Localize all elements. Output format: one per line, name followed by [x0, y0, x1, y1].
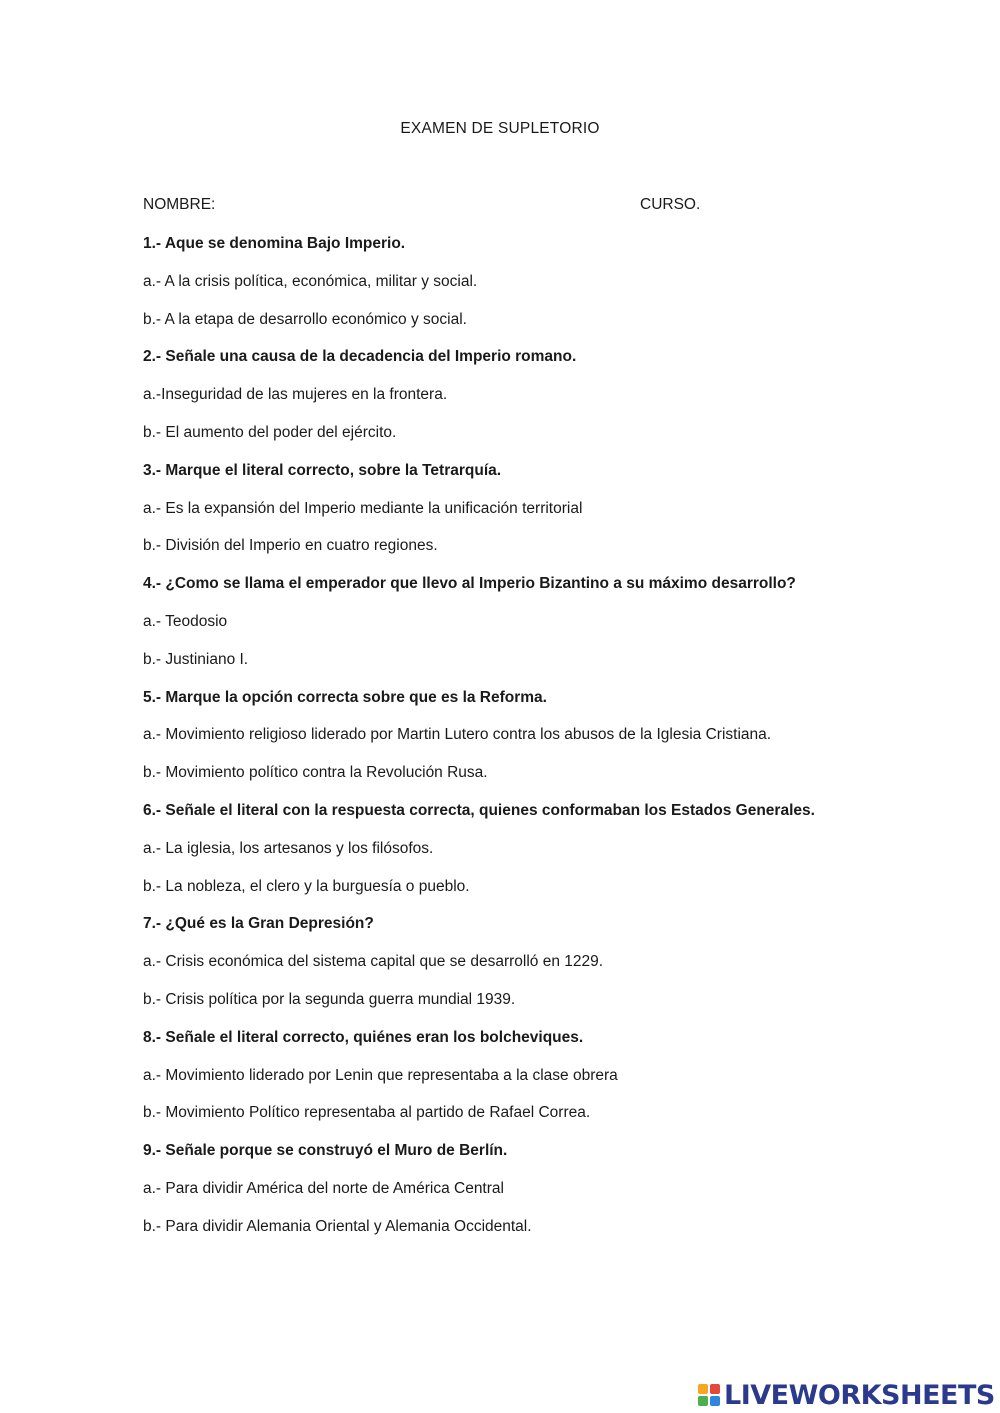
- answer-option: a.- Teodosio: [143, 613, 228, 630]
- name-field-label: NOMBRE:: [143, 196, 216, 213]
- answer-option: a.- Movimiento religioso liderado por Martin Lutero contra los abusos de la Iglesia Cristiana.: [143, 726, 772, 743]
- question-text: 2.- Señale una causa de la decadencia del Imperio romano.: [143, 348, 577, 365]
- answer-option: a.- Para dividir América del norte de América Central: [143, 1180, 504, 1197]
- answer-option: b.- El aumento del poder del ejército.: [143, 424, 397, 441]
- question-text: 6.- Señale el literal con la respuesta correcta, quienes conformaban los Estados Generales.: [143, 802, 815, 819]
- liveworksheets-brand: [698, 1379, 995, 1411]
- liveworksheets-logo-icon: [698, 1384, 720, 1406]
- answer-option: a.-Inseguridad de las mujeres en la frontera.: [143, 386, 448, 403]
- question-text: 1.- Aque se denomina Bajo Imperio.: [143, 235, 406, 252]
- question-text: 9.- Señale porque se construyó el Muro de Berlín.: [143, 1142, 508, 1159]
- course-field-label: CURSO.: [640, 196, 701, 213]
- answer-option: a.- Movimiento liderado por Lenin que representaba a la clase obrera: [143, 1067, 618, 1084]
- question-text: 4.- ¿Como se llama el emperador que llevo al Imperio Bizantino a su máximo desarrollo?: [143, 575, 796, 592]
- brand-name: LIVEWORKSHEETS: [724, 1379, 995, 1411]
- answer-option: b.- División del Imperio en cuatro regiones.: [143, 537, 438, 554]
- answer-option: b.- Justiniano I.: [143, 651, 249, 668]
- answer-option: b.- Para dividir Alemania Oriental y Alemania Occidental.: [143, 1218, 532, 1235]
- question-text: 7.- ¿Qué es la Gran Depresión?: [143, 915, 374, 932]
- answer-option: b.- Movimiento político contra la Revolución Rusa.: [143, 764, 488, 781]
- answer-option: b.- La nobleza, el clero y la burguesía o pueblo.: [143, 878, 470, 895]
- answer-option: a.- Es la expansión del Imperio mediante la unificación territorial: [143, 500, 583, 517]
- answer-option: b.- Movimiento Político representaba al partido de Rafael Correa.: [143, 1104, 591, 1121]
- question-text: 3.- Marque el literal correcto, sobre la Tetrarquía.: [143, 462, 502, 479]
- answer-option: a.- La iglesia, los artesanos y los filósofos.: [143, 840, 434, 857]
- exam-title: EXAMEN DE SUPLETORIO: [400, 120, 600, 137]
- answer-option: a.- Crisis económica del sistema capital que se desarrolló en 1229.: [143, 953, 604, 970]
- answer-option: a.- A la crisis política, económica, militar y social.: [143, 273, 478, 290]
- answer-option: b.- Crisis política por la segunda guerra mundial 1939.: [143, 991, 516, 1008]
- question-text: 8.- Señale el literal correcto, quiénes eran los bolcheviques.: [143, 1029, 584, 1046]
- question-text: 5.- Marque la opción correcta sobre que es la Reforma.: [143, 689, 547, 706]
- answer-option: b.- A la etapa de desarrollo económico y social.: [143, 311, 467, 328]
